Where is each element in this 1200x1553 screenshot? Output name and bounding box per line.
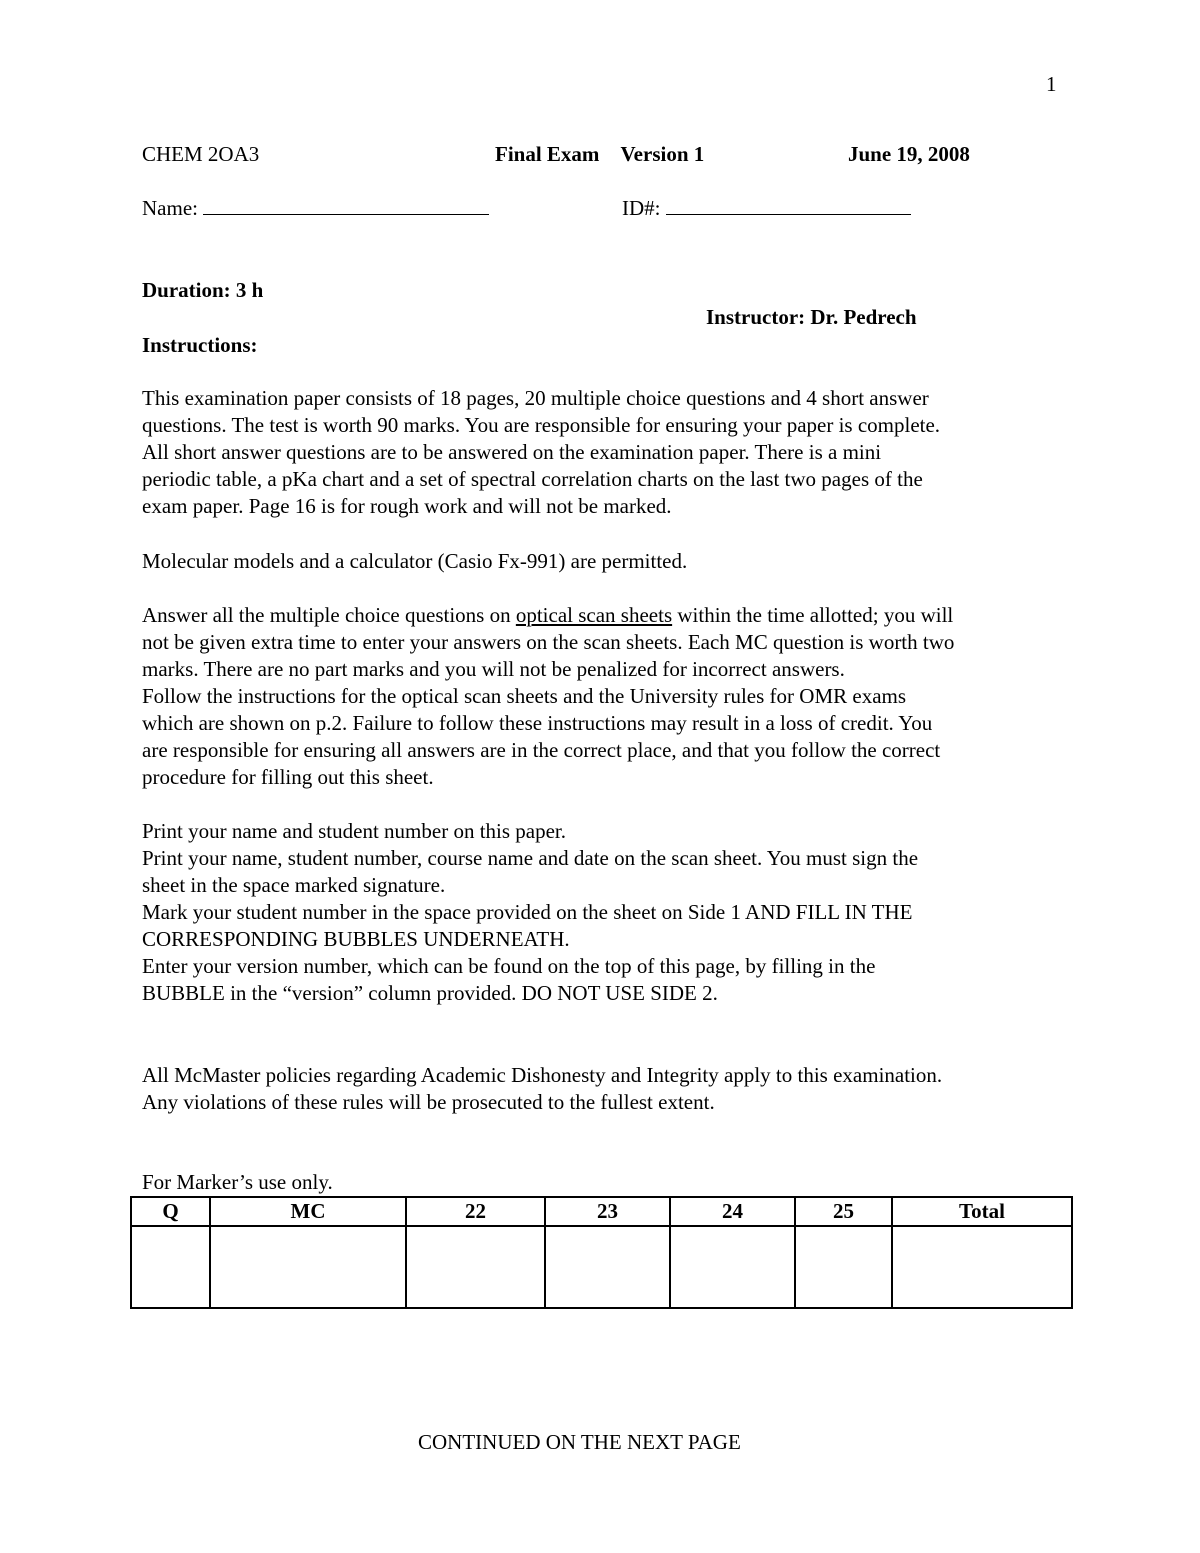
text-line: Follow the instructions for the optical scan sheets and the University rules for OMR exams	[142, 684, 907, 708]
text-line: Print your name and student number on this paper.	[142, 819, 567, 843]
text-line: BUBBLE in the “version” column provided. DO NOT USE SIDE 2.	[142, 981, 718, 1005]
text-line: which are shown on p.2. Failure to follow these instructions may result in a loss of credit. You	[142, 711, 933, 735]
text-line	[142, 602, 1082, 629]
id-field	[622, 196, 911, 221]
text-line: Print your name, student number, course name and date on the scan sheet. You must sign the	[142, 846, 919, 870]
header-cell-24: 24	[670, 1197, 795, 1226]
optical-scan-sheets-underlined: optical scan sheets	[515, 603, 673, 627]
text-line: This examination paper consists of 18 pages, 20 multiple choice questions and 4 short answer	[142, 386, 929, 410]
header-cell-q: Q	[131, 1197, 210, 1226]
exam-date: June 19, 2008	[848, 142, 970, 166]
exam-name: Final Exam	[495, 142, 600, 166]
paragraph-academic-integrity	[142, 1062, 1082, 1116]
text-line: sheet in the space marked signature.	[142, 873, 446, 897]
text-line: procedure for filling out this sheet.	[142, 765, 434, 789]
header-cell-25: 25	[795, 1197, 892, 1226]
paragraph-multiple-choice-instructions	[142, 602, 1082, 791]
text-line: periodic table, a pKa chart and a set of spectral correlation charts on the last two pages of the	[142, 467, 923, 491]
text-segment: Answer all the multiple choice questions on	[142, 603, 516, 627]
header-cell-23: 23	[545, 1197, 670, 1226]
marker-use-label: For Marker’s use only.	[142, 1170, 333, 1194]
header-cell-mc: MC	[210, 1197, 406, 1226]
text-line: Mark your student number in the space provided on the sheet on Side 1 AND FILL IN THE	[142, 900, 913, 924]
text-line: marks. There are no part marks and you will not be penalized for incorrect answers.	[142, 657, 845, 681]
header-cell-total: Total	[892, 1197, 1072, 1226]
score-cell-23[interactable]	[545, 1226, 670, 1308]
text-segment: within the time allotted; you will	[672, 603, 954, 627]
table-row	[131, 1226, 1072, 1308]
name-blank-line[interactable]	[203, 196, 489, 215]
id-label: ID#:	[622, 196, 661, 220]
text-line: not be given extra time to enter your answers on the scan sheets. Each MC question is worth two	[142, 630, 955, 654]
exam-version: Version 1	[620, 142, 705, 166]
text-line: All McMaster policies regarding Academic Dishonesty and Integrity apply to this examination.	[142, 1063, 943, 1087]
paragraph-exam-overview	[142, 385, 1082, 520]
name-field	[142, 196, 489, 221]
text-line: Any violations of these rules will be prosecuted to the fullest extent.	[142, 1090, 715, 1114]
score-cell-q[interactable]	[131, 1226, 210, 1308]
course-code: CHEM 2OA3	[142, 142, 260, 166]
id-blank-line[interactable]	[666, 196, 911, 215]
paragraph-permitted-aids	[142, 548, 1082, 575]
text-line: questions. The test is worth 90 marks. You are responsible for ensuring your paper is complete.	[142, 413, 941, 437]
name-label: Name:	[142, 196, 198, 220]
table-header-row	[131, 1197, 1072, 1226]
duration: Duration: 3 h	[142, 278, 264, 302]
score-cell-total[interactable]	[892, 1226, 1072, 1308]
page-number: 1	[1046, 72, 1057, 96]
score-cell-mc[interactable]	[210, 1226, 406, 1308]
text-line: All short answer questions are to be answered on the examination paper. There is a mini	[142, 440, 882, 464]
text-line: Molecular models and a calculator (Casio Fx-991) are permitted.	[142, 549, 688, 573]
score-cell-24[interactable]	[670, 1226, 795, 1308]
score-cell-22[interactable]	[406, 1226, 545, 1308]
text-line: CORRESPONDING BUBBLES UNDERNEATH.	[142, 927, 570, 951]
text-line: Enter your version number, which can be found on the top of this page, by filling in the	[142, 954, 876, 978]
paragraph-scan-sheet-instructions	[142, 818, 1082, 1007]
continued-footer: CONTINUED ON THE NEXT PAGE	[418, 1430, 741, 1454]
score-cell-25[interactable]	[795, 1226, 892, 1308]
text-line: are responsible for ensuring all answers are in the correct place, and that you follow the correct	[142, 738, 941, 762]
header-cell-22: 22	[406, 1197, 545, 1226]
exam-title	[495, 142, 704, 167]
text-line: exam paper. Page 16 is for rough work and will not be marked.	[142, 494, 672, 518]
instructions-heading: Instructions:	[142, 333, 258, 357]
instructor: Instructor: Dr. Pedrech	[706, 305, 917, 329]
marker-table	[130, 1196, 1073, 1309]
